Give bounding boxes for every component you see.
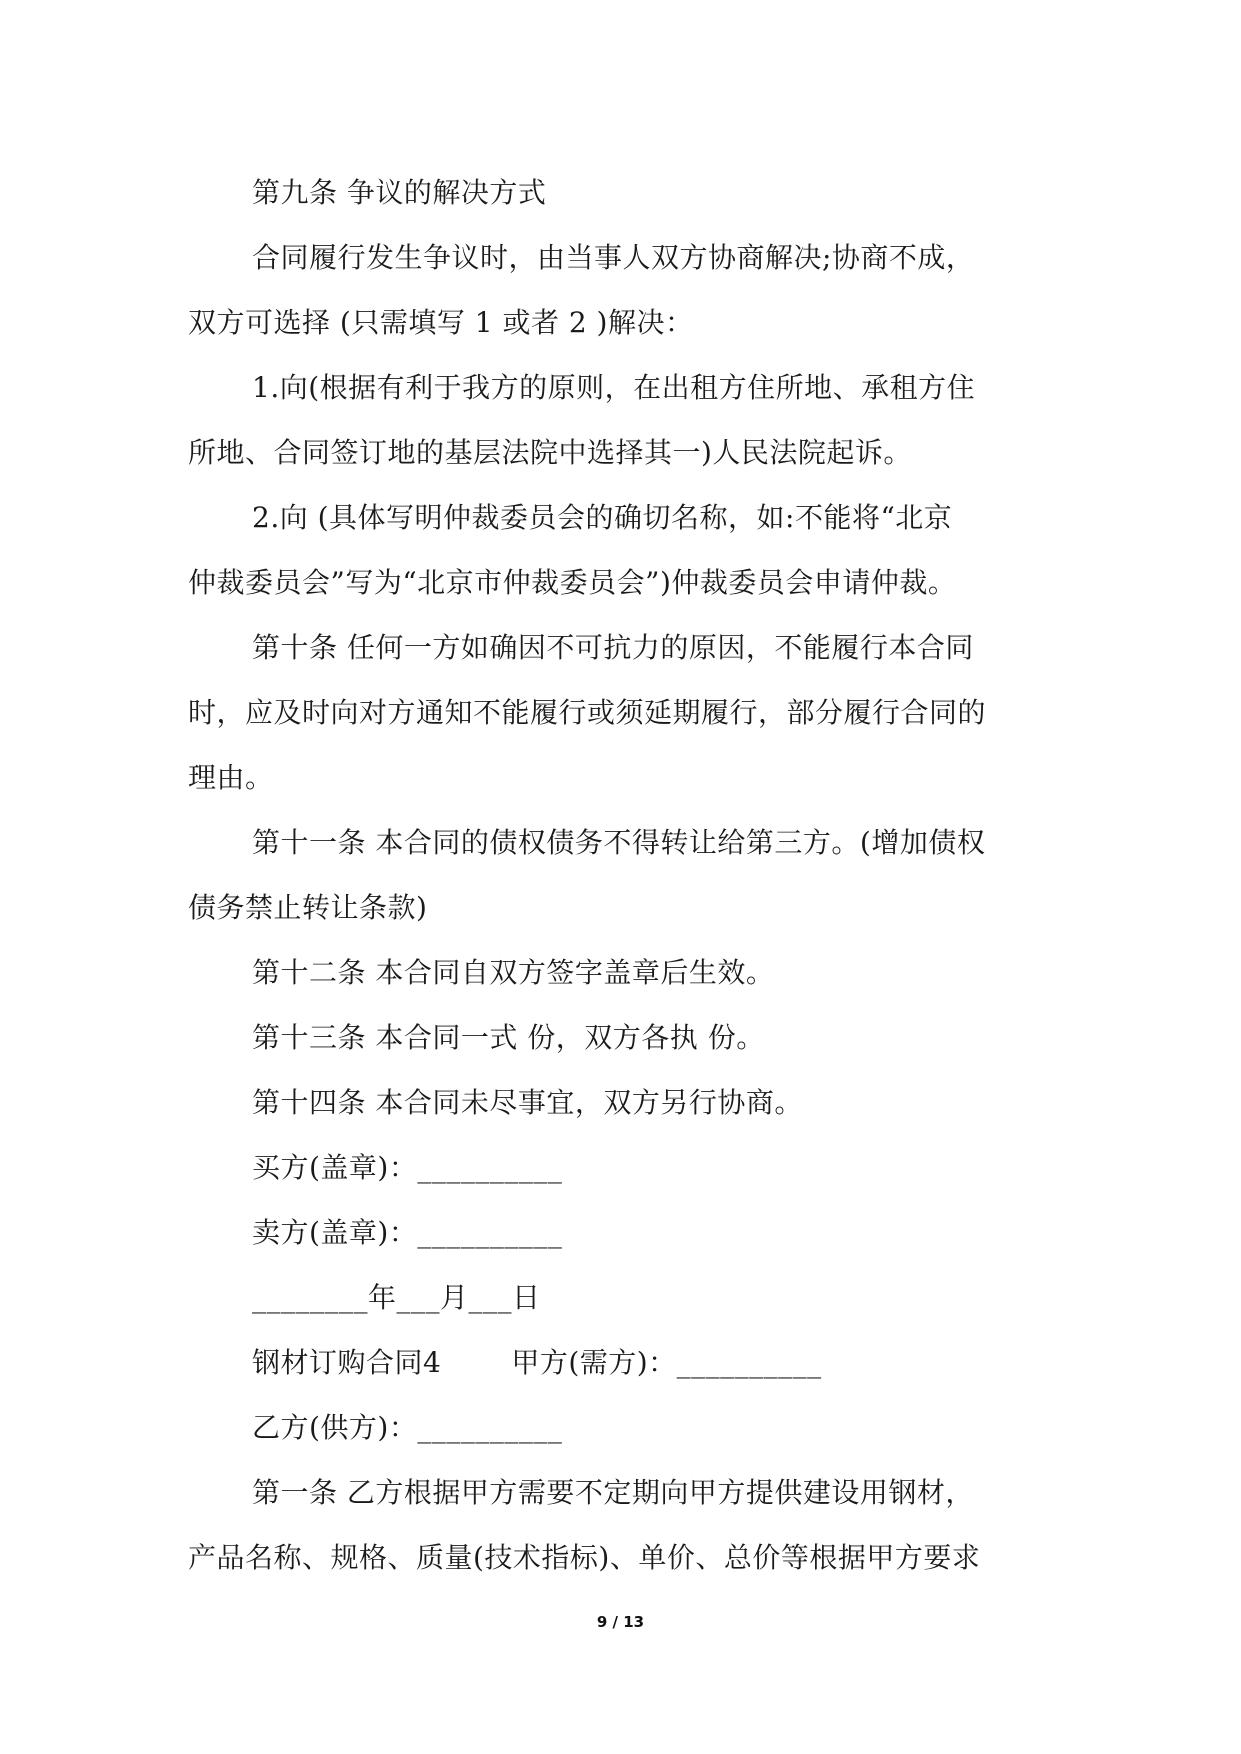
article-12-line: 第十二条 本合同自双方签字盖章后生效。 — [252, 956, 775, 989]
paragraph-line: 双方可选择 (只需填写 1 或者 2 )解决： — [188, 306, 694, 339]
paragraph-line: 债务禁止转让条款) — [188, 891, 428, 924]
date-line: ________年___月___日 — [252, 1281, 541, 1314]
contract-title-line — [188, 1330, 1068, 1395]
paragraph-line: 1.向(根据有利于我方的原则，在出租方住所地、承租方住 — [252, 371, 976, 404]
buyer-seal-line: 买方(盖章)：__________ — [252, 1151, 563, 1184]
page-separator: / — [612, 1613, 619, 1631]
seller-seal-line: 卖方(盖章)：__________ — [252, 1216, 563, 1249]
paragraph-line: 所地、合同签订地的基层法院中选择其一)人民法院起诉。 — [188, 436, 912, 469]
party-a-line: 甲方(需方)：__________ — [511, 1346, 822, 1379]
article-1-line: 第一条 乙方根据甲方需要不定期向甲方提供建设用钢材， — [252, 1476, 974, 1509]
paragraph-line: 2.向 (具体写明仲裁委员会的确切名称，如:不能将“北京 — [252, 501, 953, 534]
article-10-line: 第十条 任何一方如确因不可抗力的原因，不能履行本合同 — [252, 631, 974, 664]
article-14-line: 第十四条 本合同未尽事宜，双方另行协商。 — [252, 1086, 803, 1119]
article-13-line: 第十三条 本合同一式 份，双方各执 份。 — [252, 1021, 765, 1054]
paragraph-line: 合同履行发生争议时，由当事人双方协商解决;协商不成， — [252, 241, 975, 274]
article-9-heading: 第九条 争议的解决方式 — [252, 176, 547, 209]
page-number: 9 — [596, 1613, 608, 1631]
page-footer — [0, 1613, 1241, 1631]
party-b-line: 乙方(供方)：__________ — [252, 1411, 563, 1444]
article-11-line: 第十一条 本合同的债权债务不得转让给第三方。(增加债权 — [252, 826, 986, 859]
document-body — [188, 160, 1068, 1590]
paragraph-line: 产品名称、规格、质量(技术指标)、单价、总价等根据甲方要求 — [188, 1541, 981, 1574]
contract-title: 钢材订购合同4 — [252, 1346, 442, 1379]
paragraph-line: 时，应及时向对方通知不能履行或须延期履行，部分履行合同的 — [188, 696, 987, 729]
page-total: 13 — [623, 1613, 645, 1631]
paragraph-line: 理由。 — [188, 761, 274, 794]
paragraph-line: 仲裁委员会”写为“北京市仲裁委员会”)仲裁委员会申请仲裁。 — [188, 566, 957, 599]
